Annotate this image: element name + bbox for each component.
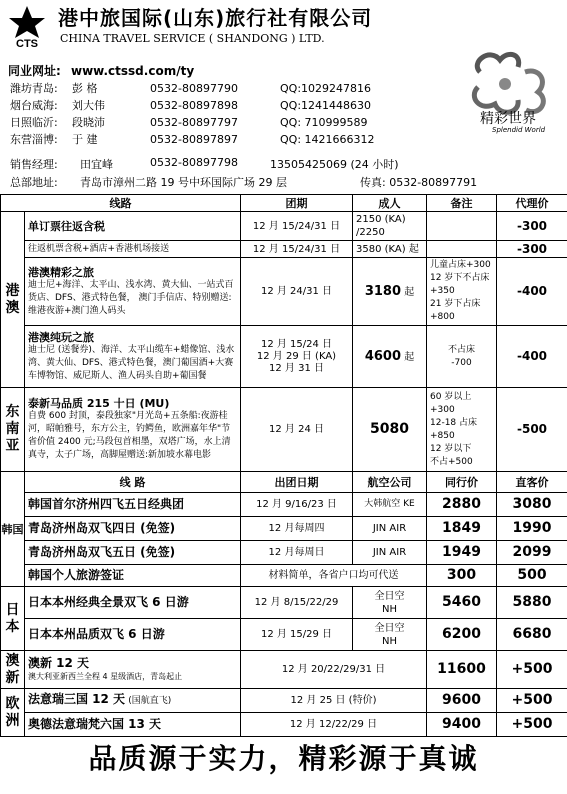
trade-price: 9400 [427, 713, 497, 737]
table-row [1, 212, 567, 241]
address-label: 总部地址: [10, 176, 58, 189]
airline: 大韩航空 KE [353, 493, 427, 517]
col-depart-date: 出团日期 [241, 472, 353, 493]
route-title: 单订票往返含税 [25, 212, 241, 241]
col-adult: 成人 [353, 195, 427, 212]
region-hkmo: 港澳 [1, 212, 25, 388]
trade-price: 2880 [427, 493, 497, 517]
col-airline: 航空公司 [353, 472, 427, 493]
col-route: 线路 [1, 195, 241, 212]
route-title: 港澳纯玩之旅 [28, 330, 94, 344]
contact-name: 彭 格 [72, 82, 98, 95]
col-route: 线 路 [25, 472, 241, 493]
agent-price: -300 [497, 241, 567, 258]
route-desc: 自费 600 封顶，泰段独家"月光岛+五条船:夜游桂河，昭帕雅号，东方公主，钓鳄鱼，欧洲嘉年华"节省价值 2400 元;马段包首相墨，双塔广场，水上清真寺，太子广场，高脚屋赠送:新加坡水幕电影 [28, 411, 231, 460]
contact-phone: 0532-80897898 [150, 99, 238, 112]
trade-price: 9600 [427, 689, 497, 713]
tour-date: 12 月 15/24/31 日 [241, 212, 353, 241]
adult-price: 2150 (KA) /2250 [353, 212, 427, 241]
adult-price: 3580 (KA) 起 [353, 241, 427, 258]
table-row [1, 258, 567, 326]
adult-price-cell [353, 326, 427, 388]
col-note: 备注 [427, 195, 497, 212]
route: 韩国个人旅游签证 [25, 565, 241, 587]
route-desc: 迪士尼+海洋、太平山、浅水湾、黄大仙、一站式百货店、DFS、港式特色餐， 澳门手信店、特别赠送:维港夜游+澳门渔人码头 [28, 279, 234, 316]
col-date: 团期 [241, 195, 353, 212]
agent-price: -300 [497, 212, 567, 241]
region-aunz: 澳新 [1, 651, 25, 689]
table-row [1, 587, 567, 619]
route: 韩国首尔济州四飞五日经典团 [25, 493, 241, 517]
contact-city: 潍坊青岛: [10, 82, 58, 95]
splendid-world-logo-icon [460, 42, 560, 152]
agent-price: -500 [497, 388, 567, 472]
contact-qq: QQ: 1421666312 [280, 133, 375, 146]
route-cell [25, 388, 241, 472]
table-row [1, 541, 567, 565]
cts-star-logo-icon [4, 4, 50, 48]
route: 日本本州经典全景双飞 6 日游 [25, 587, 241, 619]
contact-name: 刘大伟 [72, 99, 105, 112]
direct-price: +500 [497, 713, 567, 737]
sales-label: 销售经理: [10, 158, 58, 171]
tour-date: 12 月 24 日 [241, 388, 353, 472]
direct-price: 1990 [497, 517, 567, 541]
col-trade-price: 同行价 [427, 472, 497, 493]
note [427, 241, 497, 258]
route: 日本本州品质双飞 6 日游 [25, 619, 241, 651]
table-row [1, 651, 567, 689]
website-line [8, 62, 194, 79]
table-row [1, 388, 567, 472]
note: 60 岁以上 +300 12-18 占床 +850 12 岁以下 不占+500 [427, 388, 497, 472]
direct-price: 3080 [497, 493, 567, 517]
route-cell [25, 326, 241, 388]
website-label: 同业网址: [8, 64, 61, 78]
depart-date: 12 月 9/16/23 日 [241, 493, 353, 517]
company-name-cn: 港中旅国际(山东)旅行社有限公司 [58, 6, 373, 30]
trade-price: 1949 [427, 541, 497, 565]
brand-name-cn: 精彩世界 [480, 111, 536, 127]
contact-qq: QQ:1029247816 [280, 82, 372, 95]
sales-name: 田宜峰 [80, 158, 113, 171]
brand-name-en: Splendid World [492, 126, 546, 134]
depart-date: 12 月 8/15/22/29 [241, 587, 353, 619]
depart-date: 12 月 12/22/29 日 [241, 713, 427, 737]
logo-text: CTS [16, 38, 38, 48]
route: 澳新 12 天 [28, 655, 90, 670]
trade-price: 1849 [427, 517, 497, 541]
contact-name: 段晓沛 [72, 116, 105, 129]
contact-city: 烟台威海: [10, 99, 58, 112]
table-row [1, 619, 567, 651]
contact-phone: 0532-80897790 [150, 82, 238, 95]
route: 法意瑞三国 12 天 [28, 692, 126, 706]
route-desc: 迪士尼 (送餐券)、海洋、太平山缆车+蜡像馆、浅水湾、黄大仙、DFS、港式特色餐，澳门葡国酒+大赛车博物馆、威尼斯人、渔人码头自助+葡国餐 [28, 344, 235, 381]
table1-header [1, 195, 567, 212]
sales-mobile: 13505425069 (24 小时) [270, 158, 399, 171]
region-japan: 日本 [1, 587, 25, 651]
route-sub: 澳大利亚新西兰全程 4 星级酒店，青岛起止 [28, 671, 183, 681]
route-suffix: (国航直飞) [128, 696, 172, 706]
tour-date: 12 月 15/24 日 12 月 29 日 (KA) 12 月 31 日 [241, 326, 353, 388]
direct-price: 2099 [497, 541, 567, 565]
website-url[interactable]: www.ctssd.com/ty [71, 64, 195, 78]
sales-phone: 0532-80897798 [150, 156, 238, 169]
region-korea: 韩国 [1, 472, 25, 587]
depart-date: 12 月每周四 [241, 517, 353, 541]
slogan: 品质源于实力，精彩源于真诚 [88, 742, 479, 775]
note [427, 212, 497, 241]
route: 青岛济州岛双飞五日 (免签) [25, 541, 241, 565]
direct-price: 6680 [497, 619, 567, 651]
route-cell [25, 651, 241, 689]
route-title: 往返机票含税+酒店+香港机场接送 [25, 241, 241, 258]
col-direct-price: 直客价 [497, 472, 567, 493]
price-table [0, 194, 567, 737]
trade-price: 11600 [427, 651, 497, 689]
airline: 全日空 NH [353, 587, 427, 619]
airline: 全日空 NH [353, 619, 427, 651]
agent-price: -400 [497, 326, 567, 388]
table-row [1, 493, 567, 517]
table2-header [1, 472, 567, 493]
table-row [1, 517, 567, 541]
depart-date: 12 月 20/22/29/31 日 [241, 651, 427, 689]
depart-date: 材料简单，各省户口均可代送 [241, 565, 427, 587]
depart-date: 12 月 25 日 (特价) [241, 689, 427, 713]
route-title: 港澳精彩之旅 [28, 265, 94, 279]
airline: JIN AIR [353, 541, 427, 565]
direct-price: 500 [497, 565, 567, 587]
airline: JIN AIR [353, 517, 427, 541]
fax: 传真: 0532-80897791 [360, 176, 478, 189]
trade-price: 5460 [427, 587, 497, 619]
contact-city: 东营淄博: [10, 133, 58, 146]
table-row [1, 565, 567, 587]
adult-price-cell [353, 258, 427, 326]
route-cell [25, 258, 241, 326]
note: 儿童占床+300 12 岁下不占床+350 21 岁下占床+800 [427, 258, 497, 326]
table-row [1, 241, 567, 258]
route: 青岛济州岛双飞四日 (免签) [25, 517, 241, 541]
direct-price: +500 [497, 651, 567, 689]
address-value: 青岛市漳州二路 19 号中环国际广场 29 层 [80, 176, 287, 189]
table-row [1, 326, 567, 388]
route-cell [25, 689, 241, 713]
contact-qq: QQ: 710999589 [280, 116, 368, 129]
adult-price: 3180 [364, 283, 401, 299]
trade-price: 300 [427, 565, 497, 587]
table-row [1, 689, 567, 713]
col-agent-price: 代理价 [497, 195, 567, 212]
tour-date: 12 月 24/31 日 [241, 258, 353, 326]
depart-date: 12 月每周日 [241, 541, 353, 565]
trade-price: 6200 [427, 619, 497, 651]
direct-price: 5880 [497, 587, 567, 619]
region-sea: 东南亚 [1, 388, 25, 472]
depart-date: 12 月 15/29 日 [241, 619, 353, 651]
adult-price: 5080 [353, 388, 427, 472]
region-europe: 欧洲 [1, 689, 25, 737]
adult-price: 4600 [364, 348, 401, 364]
adult-price-suffix: 起 [404, 351, 415, 363]
route: 奥德法意瑞梵六国 13 天 [25, 713, 241, 737]
company-name-en: CHINA TRAVEL SERVICE ( SHANDONG ) LTD. [60, 32, 325, 45]
contact-city: 日照临沂: [10, 116, 58, 129]
route-title: 泰新马品质 215 十日 (MU) [28, 397, 170, 410]
agent-price: -400 [497, 258, 567, 326]
tour-date: 12 月 15/24/31 日 [241, 241, 353, 258]
direct-price: +500 [497, 689, 567, 713]
contact-name: 于 建 [72, 133, 98, 146]
contact-qq: QQ:1241448630 [280, 99, 372, 112]
note: 不占床 -700 [427, 326, 497, 388]
adult-price-suffix: 起 [404, 286, 415, 298]
header [0, 0, 567, 205]
contact-phone: 0532-80897897 [150, 133, 238, 146]
contact-phone: 0532-80897797 [150, 116, 238, 129]
